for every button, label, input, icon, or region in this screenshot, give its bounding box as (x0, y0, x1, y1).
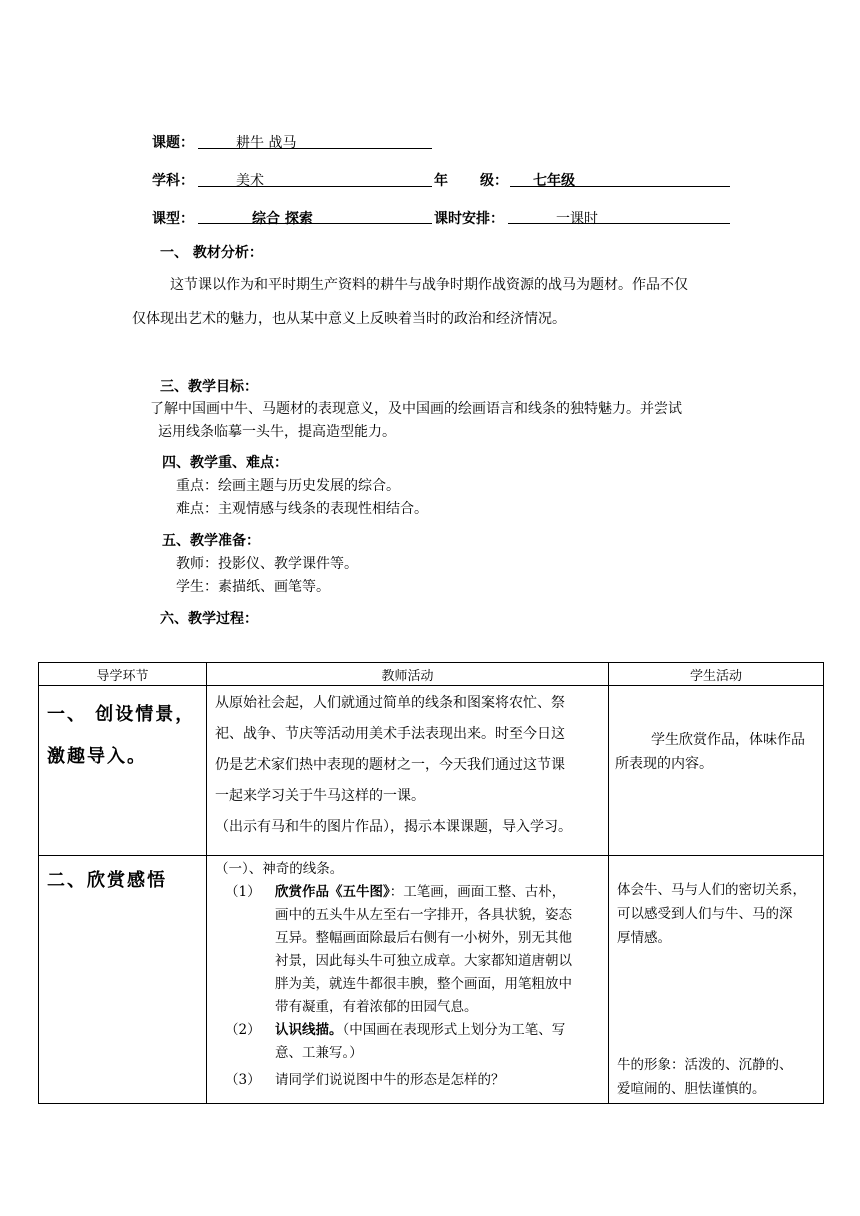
topic-value: 耕牛 战马 (236, 135, 297, 151)
row2-item-1-line: 衬景，因此每头牛可独立成章。大家都知道唐朝以 (275, 953, 572, 969)
row1-teacher-line: 从原始社会起，人们就通过简单的线条和图案将农忙、祭 (215, 695, 565, 711)
row1-stage (39, 686, 207, 856)
grade-underline (510, 186, 730, 187)
row1-student-line-2: 所表现的内容。 (615, 756, 713, 772)
subject-label: 学科： (152, 173, 194, 189)
row2-student-bottom-line: 爱喧闹的、胆怯谨慎的。 (617, 1081, 766, 1097)
row2-item-2-line-2: 意、工兼写。） (275, 1045, 363, 1061)
section-4-line-2: 难点：主观情感与线条的表现性相结合。 (176, 501, 428, 517)
table-row (39, 856, 824, 1104)
header-stage (39, 663, 207, 686)
row2-item-1-line: 画中的五头牛从左至右一字排开，各具状貌，姿态 (275, 907, 572, 923)
row2-item-3-text: 请同学们说说图中牛的形态是怎样的？ (275, 1072, 505, 1088)
section-5-line-1: 教师：投影仪、教学课件等。 (176, 556, 358, 572)
header-student-text: 学生活动 (689, 668, 742, 684)
row2-student-bottom-line: 牛的形象：活泼的、沉静的、 (617, 1057, 793, 1073)
row2-item-2-num: （2） (225, 1022, 261, 1038)
row2-item-2-bold: 认识线描。 (275, 1022, 343, 1038)
grade-label-2: 级： (480, 173, 508, 189)
type-label: 课型： (152, 211, 194, 227)
row2-item-1-line: 互异。整幅画面除最后右侧有一小树外，别无其他 (275, 930, 572, 946)
grade-value: 七年级 (533, 173, 575, 189)
row2-student-line: 厚情感。 (617, 930, 671, 946)
header-teacher-text: 教师活动 (381, 668, 434, 684)
section-3-line-1: 了解中国画中牛、马题材的表现意义，及中国画的绘画语言和线条的独特魅力。并尝试 (150, 401, 682, 417)
teaching-process-table (38, 662, 824, 1104)
row2-student (609, 856, 824, 1104)
section-6-title: 六、教学过程： (160, 611, 258, 627)
row1-teacher (207, 686, 609, 856)
row2-item-1-num: （1） (225, 884, 261, 900)
row1-stage-line-2: 激趣导入。 (47, 746, 147, 767)
row2-item-2-head (275, 1019, 565, 1042)
row2-item-2 (215, 1019, 602, 1042)
section-5-line-2: 学生：素描纸、画笔等。 (176, 579, 330, 595)
grade-label-1: 年 (434, 173, 448, 189)
section-4-title: 四、教学重、难点： (162, 455, 288, 471)
type-underline (198, 223, 432, 224)
section-3-title: 三、教学目标： (160, 379, 258, 395)
row2-student-line: 可以感受到人们与牛、马的深 (617, 906, 793, 922)
row2-item-2-line-1: （中国画在表现形式上划分为工笔、写 (342, 1022, 566, 1038)
header-teacher (207, 663, 609, 686)
row2-item-1-head (275, 881, 565, 904)
row1-student-line-1: 学生欣赏作品，体味作品 (651, 732, 805, 748)
section-5-title: 五、教学准备： (162, 533, 260, 549)
row2-item-1-line: 带有凝重，有着浓郁的田园气息。 (275, 999, 478, 1015)
row2-item-3-num: （3） (225, 1072, 261, 1088)
section-3-line-2: 运用线条临摹一头牛，提高造型能力。 (158, 424, 396, 440)
topic-underline (198, 148, 432, 149)
row1-student (609, 686, 824, 856)
section-4-line-1: 重点：绘画主题与历史发展的综合。 (176, 478, 400, 494)
table-row (39, 686, 824, 856)
row2-sub-title: （一）、神奇的线条。 (215, 861, 344, 877)
row1-teacher-line: 一起来学习关于牛马这样的一课。 (215, 788, 425, 804)
row2-item-3 (215, 1069, 602, 1092)
hours-value: 一课时 (556, 211, 598, 227)
row1-teacher-line: 仍是艺术家们热中表现的题材之一，今天我们通过这节课 (215, 757, 565, 773)
section-1-line-2: 仅体现出艺术的魅力，也从某中意义上反映着当时的政治和经济情况。 (132, 311, 566, 327)
row2-item-1-line-1: ：工笔画，画面工整、古朴， (389, 884, 566, 900)
topic-label: 课题： (152, 135, 194, 151)
section-1-title: 一、 教材分析： (160, 245, 263, 261)
hours-underline (508, 223, 730, 224)
row1-teacher-line: 祀、战争、节庆等活动用美术手法表现出来。时至今日这 (215, 726, 565, 742)
row2-stage (39, 856, 207, 1104)
header-student (609, 663, 824, 686)
type-value: 综合 探索 (252, 211, 313, 227)
row2-teacher (207, 856, 609, 1104)
row1-stage-line-1: 一、 创设情景， (47, 704, 196, 725)
row1-teacher-line: （出示有马和牛的图片作品），揭示本课课题，导入学习。 (215, 819, 572, 835)
section-1-line-1: 这节课以作为和平时期生产资料的耕牛与战争时期作战资源的战马为题材。作品不仅 (170, 277, 688, 293)
subject-underline (198, 186, 432, 187)
hours-label: 课时安排： (434, 211, 504, 227)
row2-item-1-line: 胖为美，就连牛都很丰腴，整个画面，用笔粗放中 (275, 976, 572, 992)
row2-stage-text: 二、欣赏感悟 (47, 870, 167, 891)
row2-student-line: 体会牛、马与人们的密切关系， (617, 882, 806, 898)
row2-item-1 (215, 881, 602, 904)
row2-item-1-bold: 欣赏作品《五牛图》 (275, 884, 390, 900)
header-stage-text: 导学环节 (96, 668, 149, 684)
table-header-row (39, 663, 824, 686)
subject-value: 美术 (236, 173, 264, 189)
